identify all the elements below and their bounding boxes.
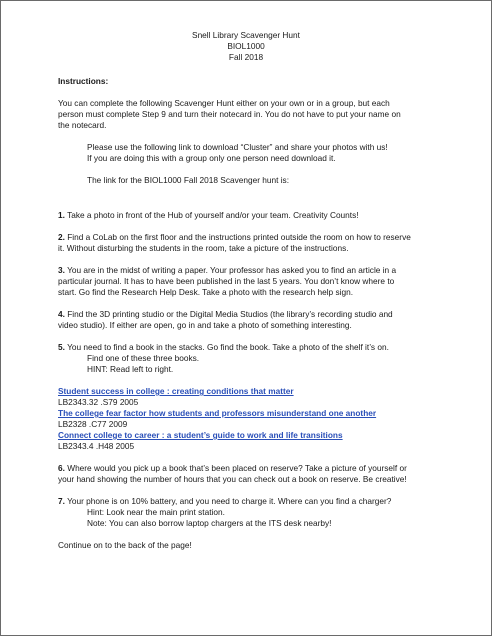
term: Fall 2018 bbox=[228, 52, 264, 62]
text-line: Where would you pick up a book that’s been placed on reserve? Take a picture of yourself or bbox=[67, 463, 407, 473]
cluster-note bbox=[58, 142, 443, 186]
text-line: your hand showing the number of hours that you can check out a book on reserve. Be creative! bbox=[58, 474, 407, 484]
book-link[interactable]: The college fear factor how students and professors misunderstand one another bbox=[58, 408, 377, 418]
text-line: person must complete Step 9 and turn their notecard in. You do not have to put your name on bbox=[58, 109, 401, 119]
step-7 bbox=[58, 496, 443, 529]
step-number: 4. bbox=[58, 309, 65, 319]
step-6 bbox=[58, 463, 443, 485]
text-line: You can complete the following Scavenger Hunt either on your own or in a group, but each bbox=[58, 98, 390, 108]
text-line: You need to find a book in the stacks. Go find the book. Take a photo of the shelf it’s on. bbox=[67, 342, 389, 352]
text-line: start. Go find the Research Help Desk. Take a photo with the research help sign. bbox=[58, 287, 354, 297]
step-1 bbox=[58, 210, 443, 221]
document-body bbox=[58, 76, 443, 551]
text-line: The link for the BIOL1000 Fall 2018 Scavenger hunt is: bbox=[87, 175, 290, 185]
course-code: BIOL1000 bbox=[227, 41, 265, 51]
call-number: LB2328 .C77 2009 bbox=[58, 419, 128, 429]
book-link[interactable]: Student success in college : creating conditions that matter bbox=[58, 386, 294, 396]
text-line: Your phone is on 10% battery, and you need to charge it. Where can you find a charger? bbox=[67, 496, 392, 506]
step-number: 1. bbox=[58, 210, 65, 220]
hint-line: HINT: Read left to right. bbox=[87, 364, 174, 374]
text-line: Take a photo in front of the Hub of yourself and/or your team. Creativity Counts! bbox=[67, 210, 359, 220]
document-header bbox=[1, 30, 491, 63]
instructions-paragraph bbox=[58, 98, 443, 131]
text-line: the notecard. bbox=[58, 120, 107, 130]
step-3 bbox=[58, 265, 443, 298]
text-line: it. Without disturbing the students in the room, take a picture of the instructions. bbox=[58, 243, 349, 253]
step-5 bbox=[58, 342, 443, 375]
text-line: Find one of these three books. bbox=[87, 353, 200, 363]
step-number: 2. bbox=[58, 232, 65, 242]
instructions-heading: Instructions: bbox=[58, 76, 109, 86]
step-number: 7. bbox=[58, 496, 65, 506]
text-line: Find a CoLab on the first floor and the instructions printed outside the room on how to reserve bbox=[67, 232, 411, 242]
text-line: Please use the following link to download “Cluster” and share your photos with us! bbox=[87, 142, 388, 152]
step-number: 5. bbox=[58, 342, 65, 352]
document-title: Snell Library Scavenger Hunt bbox=[192, 30, 300, 40]
note-line: Note: You can also borrow laptop chargers at the ITS desk nearby! bbox=[87, 518, 332, 528]
hint-line: Hint: Look near the main print station. bbox=[87, 507, 225, 517]
book-list bbox=[58, 386, 443, 452]
text-line: Find the 3D printing studio or the Digital Media Studios (the library’s recording studio and bbox=[67, 309, 393, 319]
text-line: particular journal. It has to have been published in the last 5 years. You don’t know where to bbox=[58, 276, 395, 286]
text-line: You are in the midst of writing a paper. Your professor has asked you to find an article in a bbox=[67, 265, 397, 275]
step-number: 3. bbox=[58, 265, 65, 275]
step-4 bbox=[58, 309, 443, 331]
step-2 bbox=[58, 232, 443, 254]
call-number: LB2343.4 .H48 2005 bbox=[58, 441, 135, 451]
step-number: 6. bbox=[58, 463, 65, 473]
book-link[interactable]: Connect college to career : a student’s guide to work and life transitions bbox=[58, 430, 343, 440]
continue-note: Continue on to the back of the page! bbox=[58, 540, 192, 550]
text-line: video studio). If either are open, go in and take a photo of something interesting. bbox=[58, 320, 352, 330]
call-number: LB2343.32 .S79 2005 bbox=[58, 397, 139, 407]
text-line: If you are doing this with a group only one person need download it. bbox=[87, 153, 336, 163]
